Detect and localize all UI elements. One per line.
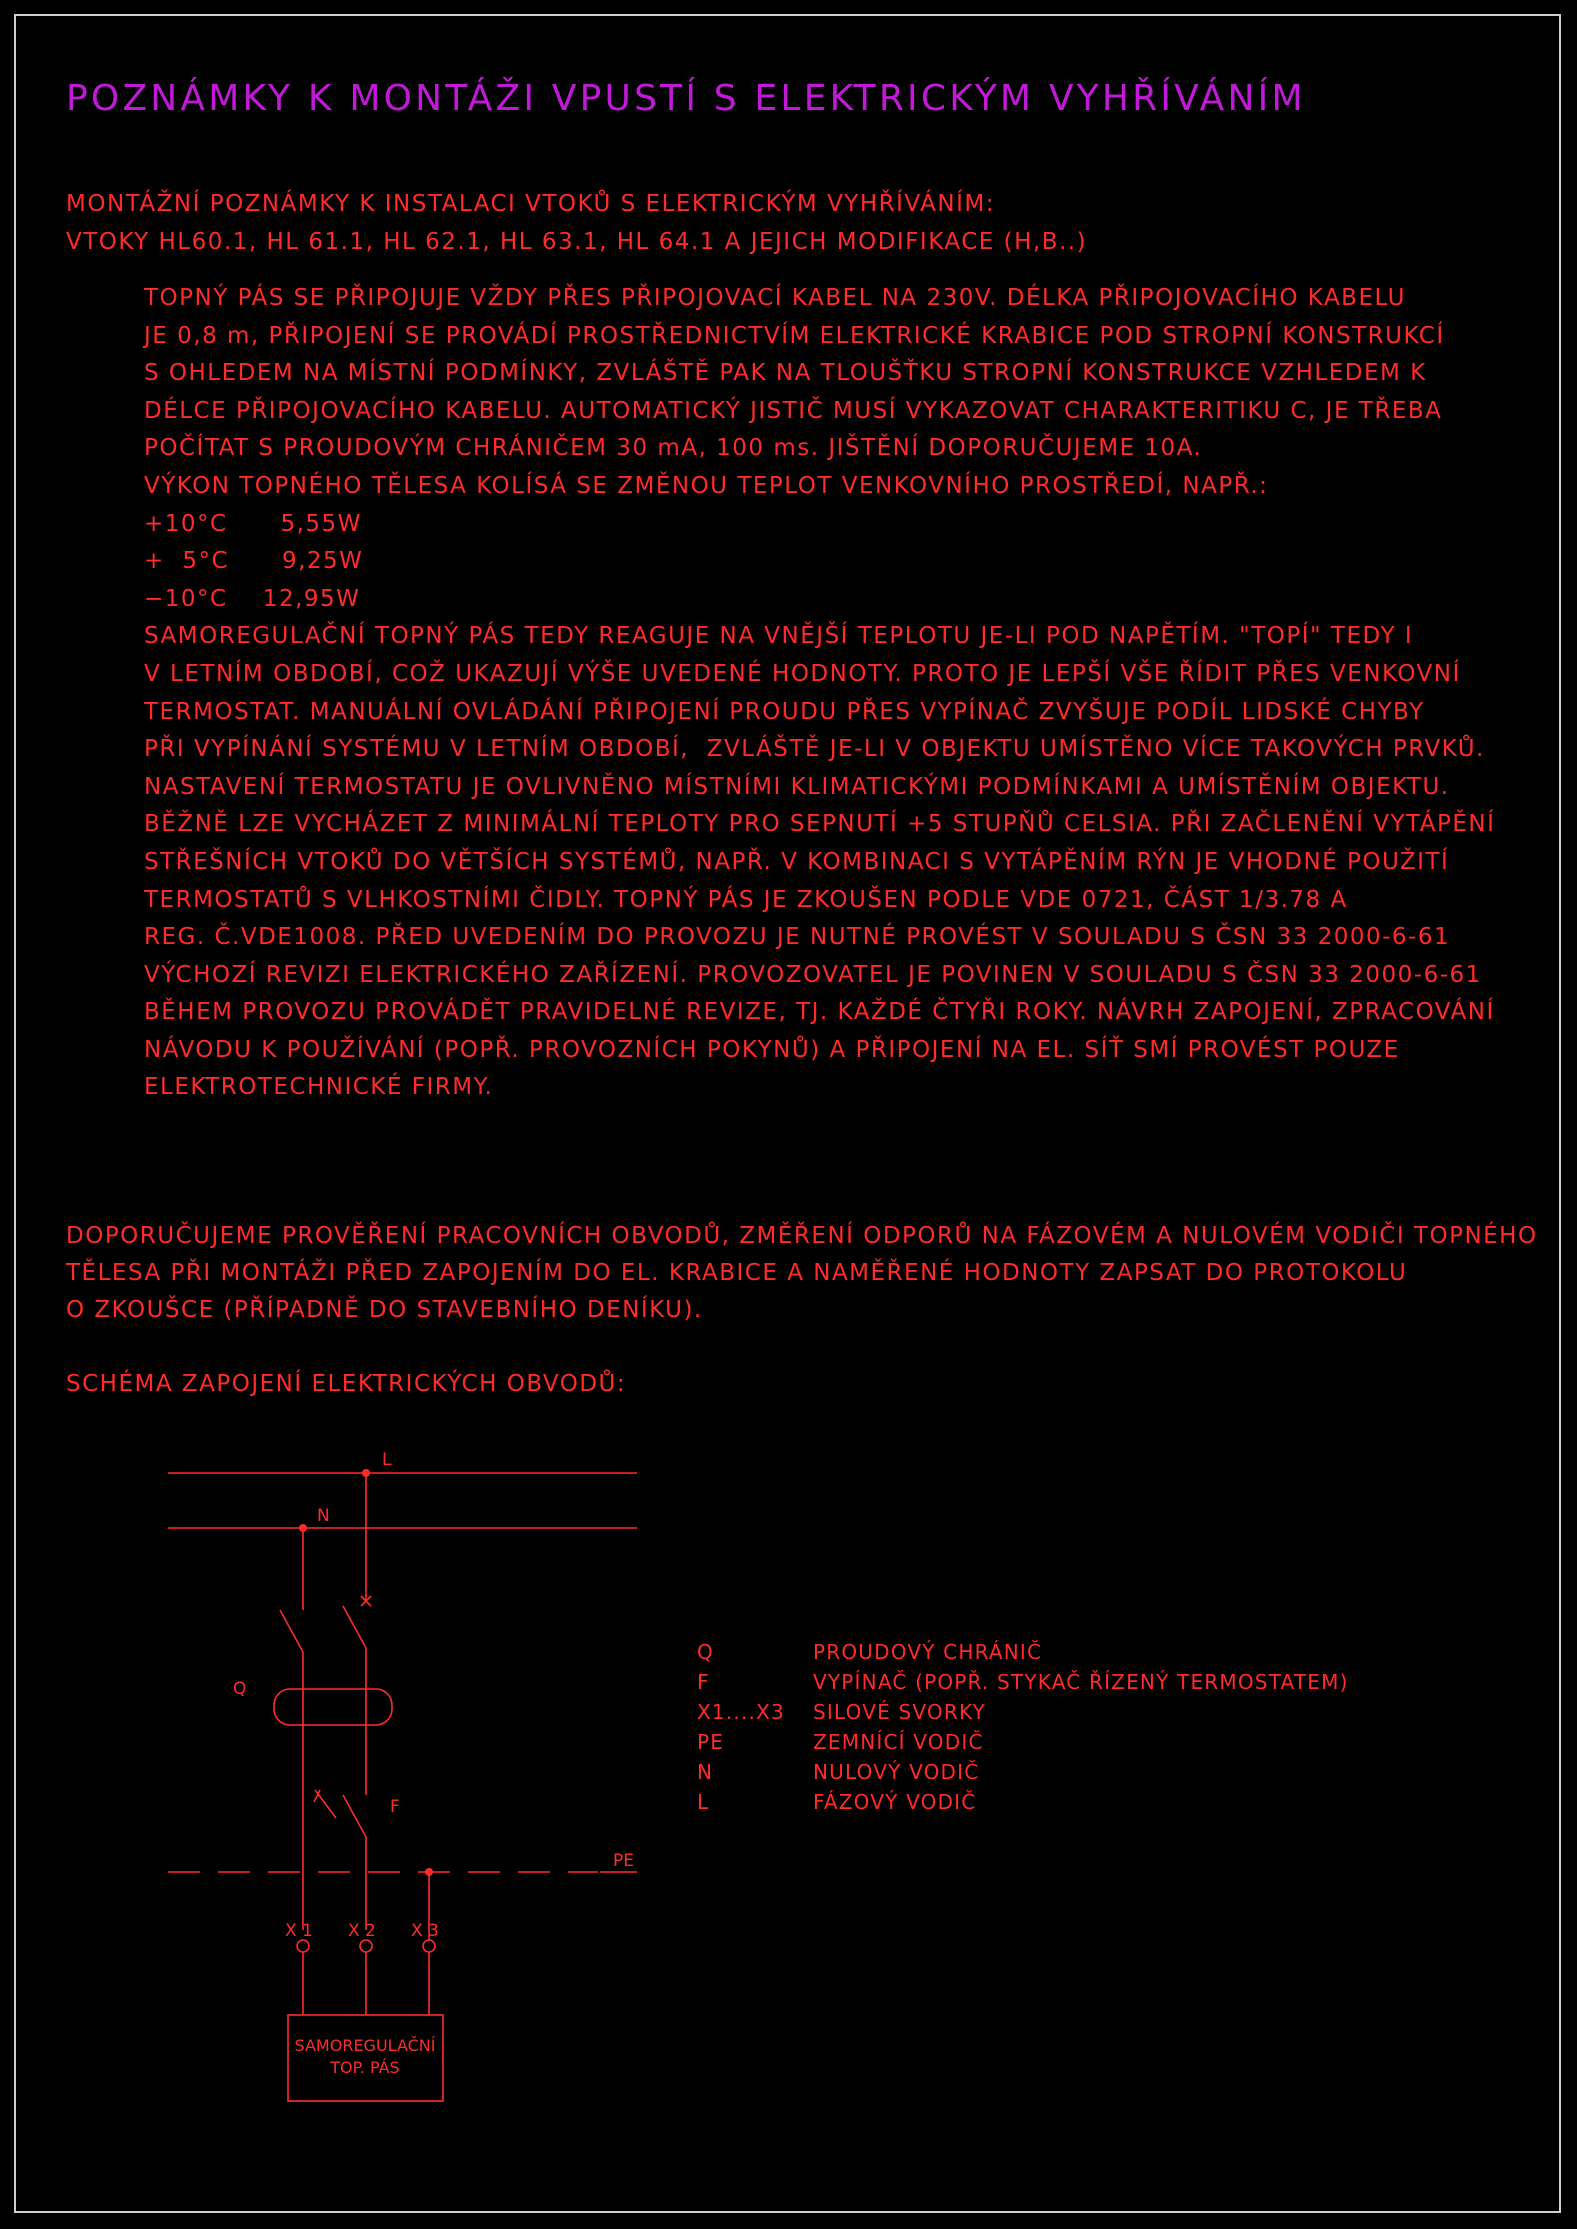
- legend-row: [697, 1757, 1349, 1787]
- label-pe: PE: [613, 1851, 634, 1871]
- legend-text: NULOVÝ VODIČ: [813, 1760, 980, 1784]
- power-value-line: −10°C 12,95W: [144, 585, 361, 612]
- notes-line: VÝCHOZÍ REVIZI ELEKTRICKÉHO ZAŘÍZENÍ. PROVOZOVATEL JE POVINEN V SOULADU S ČSN 33 2000-6-61: [144, 961, 1482, 988]
- legend-code: X1....X3: [697, 1700, 785, 1724]
- recommendation-line: O ZKOUŠCE (PŘÍPADNĚ DO STAVEBNÍHO DENÍKU).: [66, 1297, 703, 1323]
- page-title: POZNÁMKY K MONTÁŽI VPUSTÍ S ELEKTRICKÝM VYHŘÍVÁNÍM: [66, 78, 1306, 119]
- notes-line: PŘI VYPÍNÁNÍ SYSTÉMU V LETNÍM OBDOBÍ, ZVLÁŠTĚ JE-LI V OBJEKTU UMÍSTĚNO VÍCE TAKOVÝCH PRVKŮ.: [144, 736, 1485, 763]
- legend: [697, 1637, 1349, 1817]
- recommendation-line: DOPORUČUJEME PROVĚŘENÍ PRACOVNÍCH OBVODŮ, ZMĚŘENÍ ODPORŮ NA FÁZOVÉM A NULOVÉM VODIČI TOPNÉHO: [66, 1223, 1538, 1249]
- notes-line: V LETNÍM OBDOBÍ, COŽ UKAZUJÍ VÝŠE UVEDENÉ HODNOTY. PROTO JE LEPŠÍ VŠE ŘÍDIT PŘES VENKOVNÍ: [144, 660, 1461, 687]
- notes-line: NÁVODU K POUŽÍVÁNÍ (POPŘ. PROVOZNÍCH POKYNŮ) A PŘIPOJENÍ NA EL. SÍŤ SMÍ PROVÉST POUZE: [144, 1036, 1400, 1063]
- label-f: F: [390, 1797, 400, 1817]
- q-contact-n: [280, 1610, 303, 1652]
- legend-text: FÁZOVÝ VODIČ: [813, 1790, 977, 1814]
- notes-line: BĚHEM PROVOZU PROVÁDĚT PRAVIDELNÉ REVIZE, TJ. KAŽDÉ ČTYŘI ROKY. NÁVRH ZAPOJENÍ, ZPRACOVÁNÍ: [144, 999, 1495, 1026]
- label-x1: X 1: [285, 1921, 313, 1941]
- legend-code: F: [697, 1670, 710, 1694]
- heater-label-line-1: SAMOREGULAČNÍ: [294, 2036, 436, 2055]
- heading-line-1: MONTÁŽNÍ POZNÁMKY K INSTALACI VTOKŮ S ELEKTRICKÝM VYHŘÍVÁNÍM:: [66, 191, 995, 217]
- power-value-line: +10°C 5,55W: [144, 510, 362, 537]
- terminal-x1: [297, 1940, 309, 1952]
- q-contact-l: [343, 1606, 366, 1648]
- label-x2: X 2: [348, 1921, 376, 1941]
- legend-code: PE: [697, 1730, 725, 1754]
- notes-line: NASTAVENÍ TERMOSTATU JE OVLIVNĚNO MÍSTNÍMI KLIMATICKÝMI PODMÍNKAMI A UMÍSTĚNÍM OBJEKTU.: [144, 773, 1450, 800]
- notes-line: S OHLEDEM NA MÍSTNÍ PODMÍNKY, ZVLÁŠTĚ PAK NA TLOUŠŤKU STROPNÍ KONSTRUKCE VZHLEDEM K: [144, 360, 1427, 387]
- notes-line: REG. Č.VDE1008. PŘED UVEDENÍM DO PROVOZU JE NUTNÉ PROVÉST V SOULADU S ČSN 33 2000-6-61: [144, 924, 1451, 951]
- legend-row: [697, 1727, 1349, 1757]
- label-q: Q: [233, 1679, 247, 1699]
- legend-code: Q: [697, 1640, 714, 1664]
- rcd-toroid: [274, 1689, 392, 1725]
- notes-line: TERMOSTAT. MANUÁLNÍ OVLÁDÁNÍ PŘIPOJENÍ PROUDU PŘES VYPÍNAČ ZVYŠUJE PODÍL LIDSKÉ CHYBY: [144, 698, 1425, 725]
- notes-line: STŘEŠNÍCH VTOKŮ DO VĚTŠÍCH SYSTÉMŮ, NAPŘ. V KOMBINACI S VYTÁPĚNÍM RÝN JE VHODNÉ POUŽITÍ: [144, 848, 1450, 875]
- notes-line: POČÍTAT S PROUDOVÝM CHRÁNIČEM 30 mA, 100 ms. JIŠTĚNÍ DOPORUČUJEME 10A.: [144, 435, 1203, 462]
- legend-text: SILOVÉ SVORKY: [813, 1700, 986, 1724]
- terminal-x3: [423, 1940, 435, 1952]
- notes-line: BĚŽNĚ LZE VYCHÁZET Z MINIMÁLNÍ TEPLOTY PRO SEPNUTÍ +5 STUPŇŮ CELSIA. PŘI ZAČLENĚNÍ VYTÁPĚNÍ: [144, 811, 1496, 838]
- legend-code: N: [697, 1760, 714, 1784]
- legend-text: ZEMNÍCÍ VODIČ: [813, 1730, 984, 1754]
- notes-line: TOPNÝ PÁS SE PŘIPOJUJE VŽDY PŘES PŘIPOJOVACÍ KABEL NA 230V. DÉLKA PŘIPOJOVACÍHO KABELU: [144, 285, 1406, 311]
- notes-line: JE 0,8 m, PŘIPOJENÍ SE PROVÁDÍ PROSTŘEDNICTVÍM ELEKTRICKÉ KRABICE POD STROPNÍ KONSTRUKCÍ: [144, 322, 1445, 349]
- label-l: L: [382, 1450, 392, 1470]
- legend-row: [697, 1667, 1349, 1697]
- legend-code: L: [697, 1790, 710, 1814]
- notes-line: ELEKTROTECHNICKÉ FIRMY.: [144, 1074, 494, 1101]
- terminal-x2: [360, 1940, 372, 1952]
- schema-title: SCHÉMA ZAPOJENÍ ELEKTRICKÝCH OBVODŮ:: [66, 1371, 627, 1397]
- label-n: N: [317, 1506, 330, 1526]
- notes-line: DÉLCE PŘIPOJOVACÍHO KABELU. AUTOMATICKÝ JISTIČ MUSÍ VYKAZOVAT CHARAKTERITIKU C, JE TŘEBA: [144, 397, 1443, 424]
- f-contact-l: [343, 1795, 366, 1837]
- legend-text: PROUDOVÝ CHRÁNIČ: [813, 1640, 1043, 1664]
- notes-line: TERMOSTATŮ S VLHKOSTNÍMI ČIDLY. TOPNÝ PÁS JE ZKOUŠEN PODLE VDE 0721, ČÁST 1/3.78 A: [144, 886, 1348, 913]
- junction-dot-l: [362, 1469, 370, 1477]
- junction-dot-n: [299, 1524, 307, 1532]
- heater-label-line-2: TOP. PÁS: [330, 2058, 400, 2077]
- notes-line: VÝKON TOPNÉHO TĚLESA KOLÍSÁ SE ZMĚNOU TEPLOT VENKOVNÍHO PROSTŘEDÍ, NAPŘ.:: [144, 472, 1269, 499]
- notes-line: SAMOREGULAČNÍ TOPNÝ PÁS TEDY REAGUJE NA VNĚJŠÍ TEPLOTU JE-LI POD NAPĚTÍM. "TOPÍ" TEDY I: [144, 623, 1414, 650]
- heading-line-2: VTOKY HL60.1, HL 61.1, HL 62.1, HL 63.1, HL 64.1 A JEJICH MODIFIKACE (H,B..): [66, 229, 1088, 255]
- legend-row: [697, 1787, 1349, 1817]
- legend-row: [697, 1697, 1349, 1727]
- label-x3: X 3: [411, 1921, 439, 1941]
- recommendation-line: TĚLESA PŘI MONTÁŽI PŘED ZAPOJENÍM DO EL. KRABICE A NAMĚŘENÉ HODNOTY ZAPSAT DO PROTOKOLU: [66, 1260, 1408, 1286]
- legend-row: [697, 1637, 1349, 1667]
- power-value-line: + 5°C 9,25W: [144, 548, 364, 575]
- junction-dot-pe: [425, 1868, 433, 1876]
- legend-text: VYPÍNAČ (POPŘ. STYKAČ ŘÍZENÝ TERMOSTATEM): [813, 1670, 1349, 1694]
